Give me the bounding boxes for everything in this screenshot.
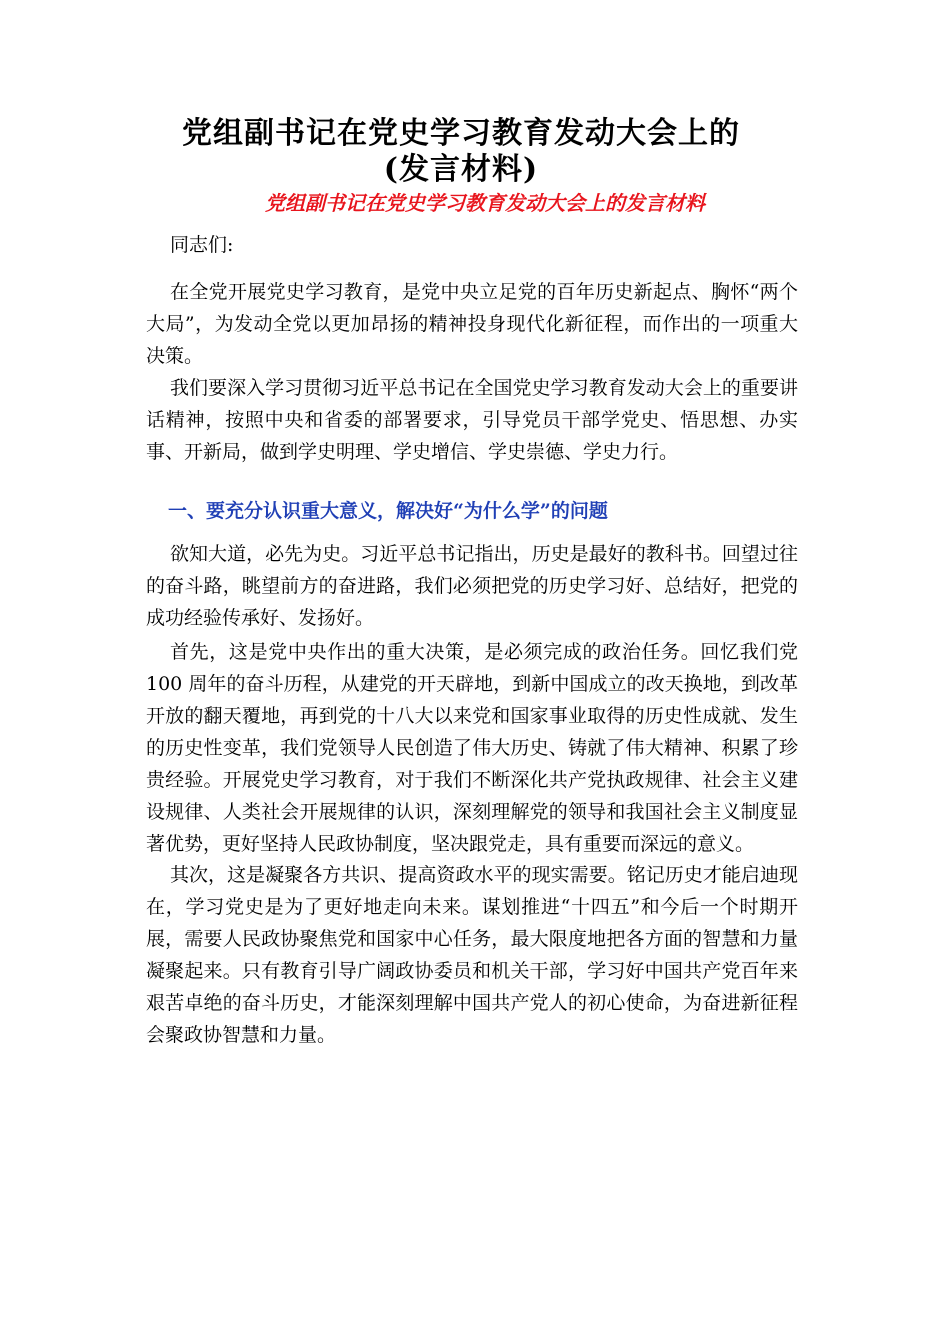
paragraph-2: 我们要深入学习贯彻习近平总书记在全国党史学习教育发动大会上的重要讲话精神，按照中央和省委的部署要求，引导党员干部学党史、悟思想、办实事、开新局，做到学史明理、学史增信、学史崇德、学史力行。 <box>146 377 798 463</box>
paragraph-1: 在全党开展党史学习教育，是党中央立足党的百年历史新起点、胸怀“两个大局”，为发动全党以更加昂扬的精神投身现代化新征程，而作出的一项重大决策。 <box>146 281 798 367</box>
salutation: 同志们: <box>170 234 234 256</box>
document-title-line1: 党组副书记在党史学习教育发动大会上的 <box>182 116 740 151</box>
paragraph-5: 其次，这是凝聚各方共识、提高资政水平的现实需要。铭记历史才能启迪现在，学习党史是为了更好地走向未来。谋划推进“十四五”和今后一个时期开展，需要人民政协聚焦党和国家中心任务，最大限度地把各方面的智慧和力量凝聚起来。只有教育引导广阔政协委员和机关干部，学习好中国共产党百年来艰苦卓绝的奋斗历史，才能深刻理解中国共产党人的初心使命，为奋进新征程会聚政协智慧和力量。 <box>146 864 798 1046</box>
section-heading-1: 一、要充分认识重大意义，解决好“为什么学”的问题 <box>168 500 608 522</box>
paragraph-3: 欲知大道，必先为史。习近平总书记指出，历史是最好的教科书。回望过往的奋斗路，眺望前方的奋进路，我们必须把党的历史学习好、总结好，把党的成功经验传承好、发扬好。 <box>146 543 798 629</box>
paragraph-4: 首先，这是党中央作出的重大决策，是必须完成的政治任务。回忆我们党 100 周年的奋斗历程，从建党的开天辟地，到新中国成立的改天换地，到改革开放的翻天覆地，再到党的十八大以来党和国家事业取得的历史性成就、发生的历史性变革，我们党领导人民创造了伟大历史、铸就了伟大精神、积累了珍贵经验。开展党史学习教育，对于我们不断深化共产党执政规律、社会主义建设规律、人类社会开展规律的认识，深刻理解党的领导和我国社会主义制度显著优势，更好坚持人民政协制度，坚决跟党走，具有重要而深远的意义。 <box>146 641 798 855</box>
document-subtitle: 党组副书记在党史学习教育发动大会上的发言材料 <box>265 191 705 215</box>
document-title-line2: (发言材料) <box>383 152 539 187</box>
